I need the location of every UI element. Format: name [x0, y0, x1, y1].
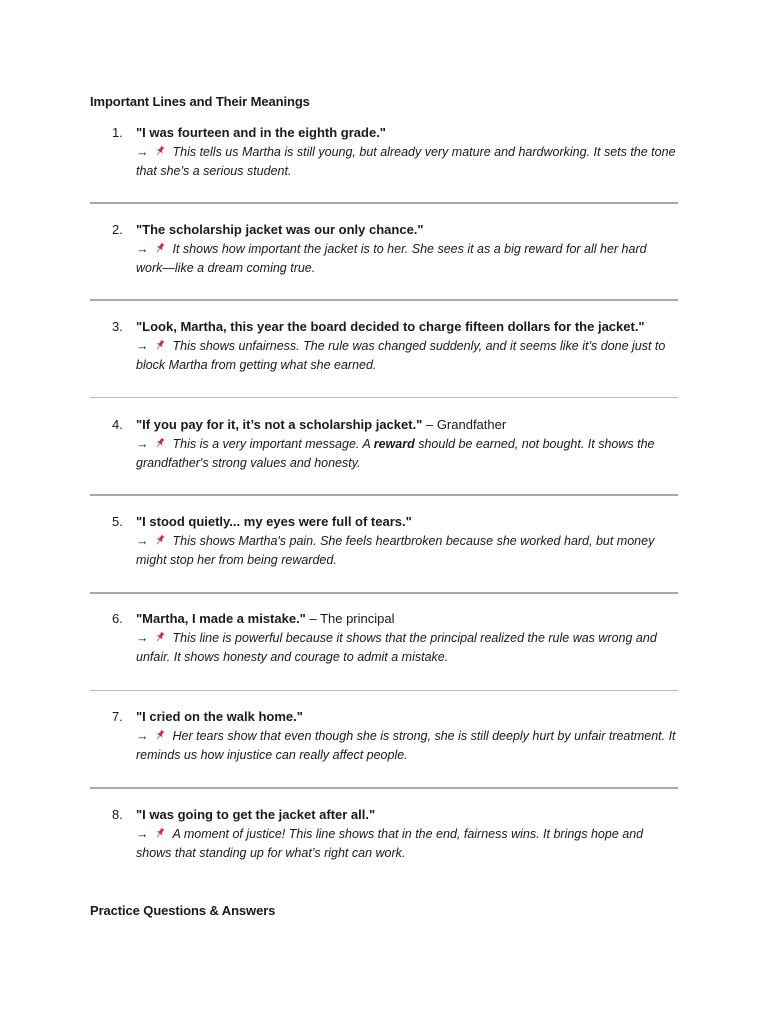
arrow-icon: →: [136, 339, 149, 353]
divider: [90, 397, 678, 398]
meaning-text: → A moment of justice! This line shows that in the end, fairness wins. It brings hope and shows that standing up for what’s right can work.: [136, 827, 644, 860]
divider: [90, 494, 678, 496]
arrow-icon: →: [136, 145, 149, 159]
item-number: 1.: [112, 125, 123, 140]
arrow-icon: →: [136, 729, 149, 743]
meaning-text: → This line is powerful because it shows that the principal realized the rule was wrong and unfair. It shows honesty and courage to admit a mistake.: [136, 631, 657, 664]
meaning-text: → This shows unfairness. The rule was changed suddenly, and it seems like it’s done just to block Martha from getting what she earned.: [136, 339, 666, 372]
quote-text: "I cried on the walk home.": [136, 709, 303, 724]
pushpin-icon: [153, 437, 167, 449]
quote-text: "If you pay for it, it’s not a scholarship jacket.": [136, 417, 423, 432]
item-number: 4.: [112, 417, 123, 432]
divider: [90, 202, 678, 204]
pushpin-icon: [153, 729, 167, 741]
arrow-icon: →: [136, 242, 149, 256]
meaning-text: → This is a very important message. A reward should be earned, not bought. It shows the grandfather's strong values and honesty.: [136, 437, 655, 470]
item-number: 6.: [112, 611, 123, 626]
item-number: 8.: [112, 807, 123, 822]
speaker-label: – The principal: [305, 611, 395, 626]
speaker-label: – Grandfather: [422, 417, 507, 432]
item-number: 3.: [112, 319, 123, 334]
meaning-text: → It shows how important the jacket is to her. She sees it as a big reward for all her hard work—like a dream coming true.: [136, 242, 647, 275]
divider: [90, 299, 678, 301]
divider: [90, 787, 678, 789]
arrow-icon: →: [136, 631, 149, 645]
pushpin-icon: [153, 827, 167, 839]
pushpin-icon: [153, 631, 167, 643]
emphasis-word: reward: [373, 437, 415, 451]
quote-text: "I stood quietly... my eyes were full of tears.": [136, 514, 412, 529]
pushpin-icon: [153, 242, 167, 254]
pushpin-icon: [153, 145, 167, 157]
quote-text: "I was fourteen and in the eighth grade.": [136, 125, 386, 140]
arrow-icon: →: [136, 437, 149, 451]
meaning-text: → Her tears show that even though she is strong, she is still deeply hurt by unfair treatment. It reminds us how injustice can really affect people.: [136, 729, 676, 762]
quote-text: "Look, Martha, this year the board decided to charge fifteen dollars for the jacket.": [136, 319, 645, 334]
arrow-icon: →: [136, 534, 149, 548]
item-number: 5.: [112, 514, 123, 529]
pushpin-icon: [153, 534, 167, 546]
item-number: 2.: [112, 222, 123, 237]
item-number: 7.: [112, 709, 123, 724]
meaning-text: → This shows Martha's pain. She feels heartbroken because she worked hard, but money might stop her from being rewarded.: [136, 534, 655, 567]
arrow-icon: →: [136, 827, 149, 841]
section-heading-practice: Practice Questions & Answers: [90, 903, 276, 918]
quote-text: "The scholarship jacket was our only chance.": [136, 222, 424, 237]
meaning-text: → This tells us Martha is still young, but already very mature and hardworking. It sets the tone that she’s a serious student.: [136, 145, 676, 178]
quote-text: "I was going to get the jacket after all.": [136, 807, 376, 822]
section-heading-important-lines: Important Lines and Their Meanings: [90, 94, 310, 109]
quote-text: "Martha, I made a mistake.": [136, 611, 306, 626]
pushpin-icon: [153, 339, 167, 351]
divider: [90, 690, 678, 691]
divider: [90, 592, 678, 594]
